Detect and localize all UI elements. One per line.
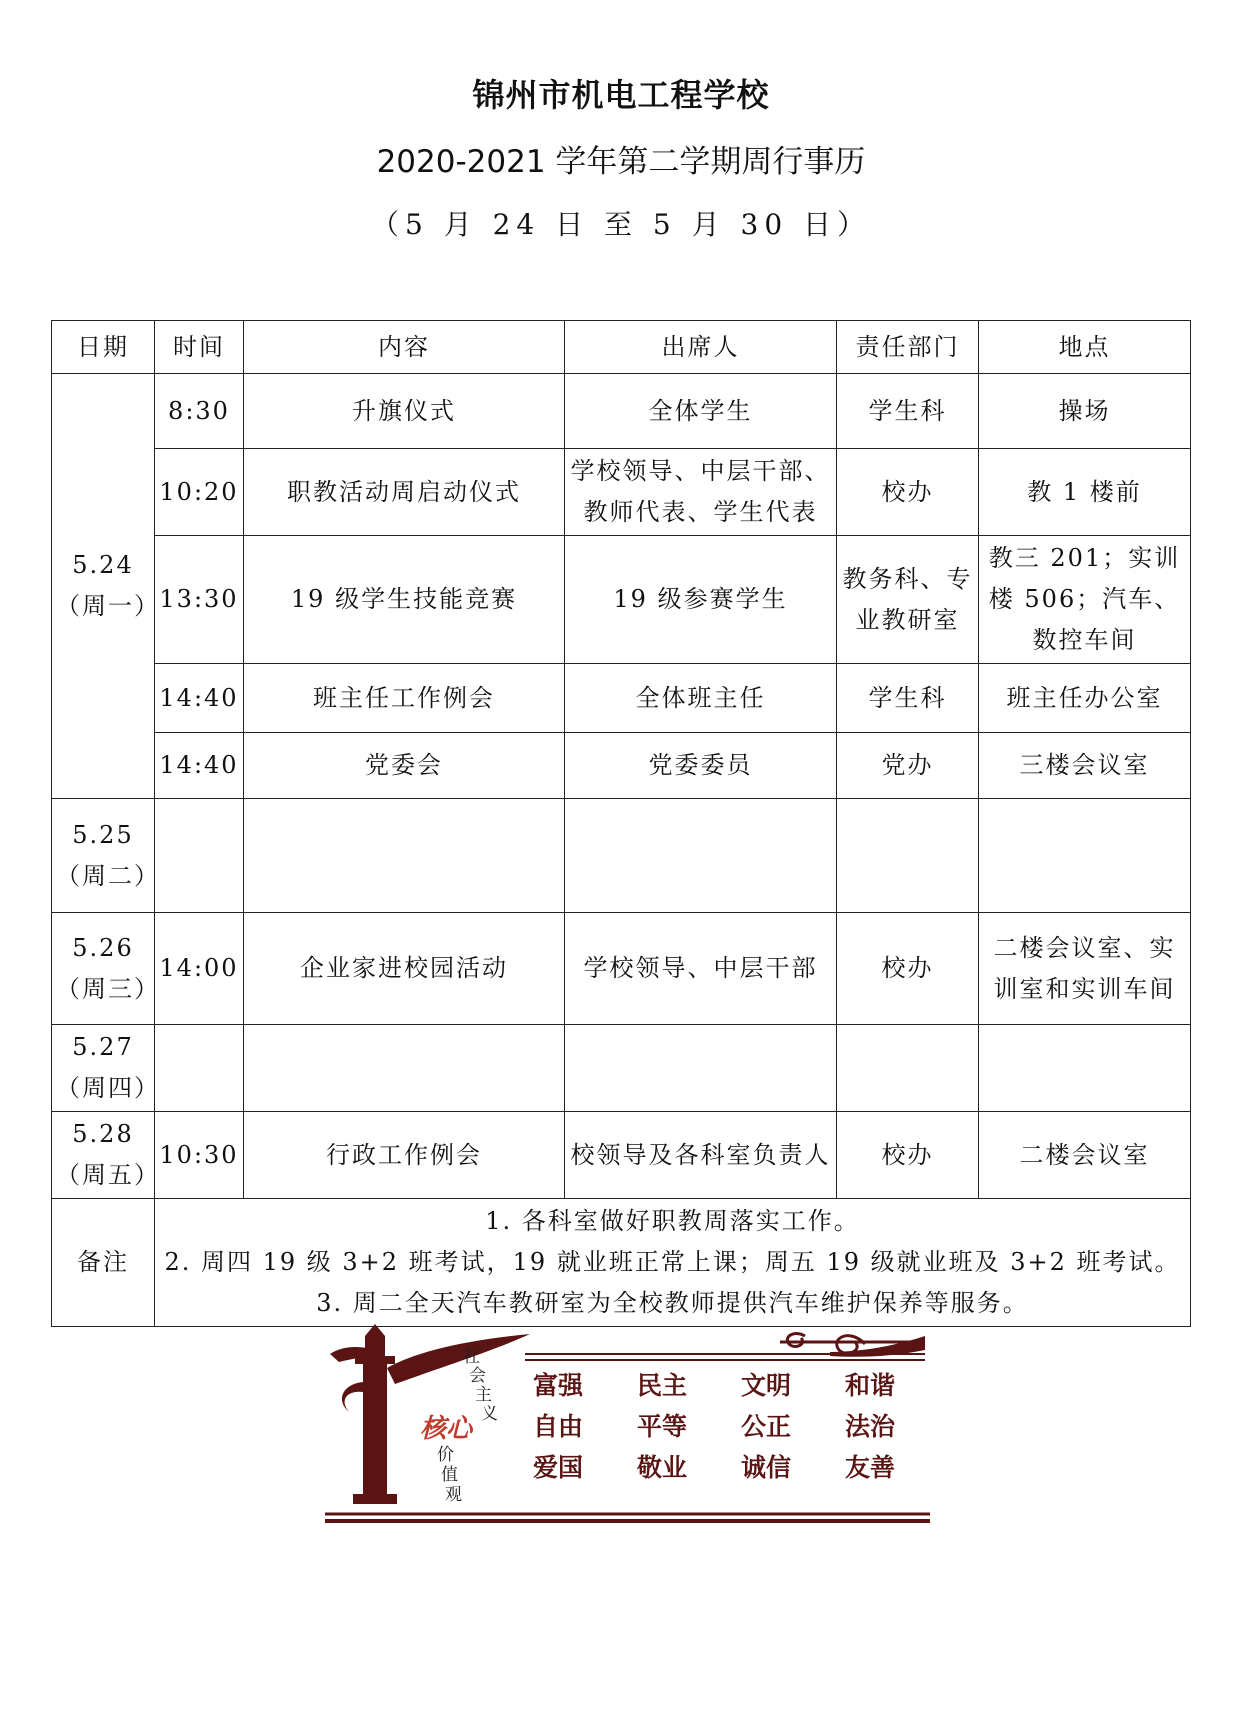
value-item: 和谐	[845, 1371, 896, 1400]
dept-cell: 教务科、专业教研室	[837, 536, 979, 664]
attendees-cell: 全体班主任	[565, 664, 837, 733]
weekday: （周一）	[56, 592, 160, 620]
date-cell	[52, 1112, 160, 1199]
time-cell: 13:30	[155, 536, 244, 664]
dept-cell: 校办	[837, 913, 979, 1025]
notes-cell	[155, 1199, 1191, 1327]
table-row	[52, 799, 1191, 913]
value-item: 平等	[637, 1412, 688, 1441]
date-cell	[52, 799, 160, 913]
content-cell: 升旗仪式	[244, 374, 565, 449]
notes-label: 备注	[52, 1199, 155, 1327]
date-value: 5.28	[72, 1120, 134, 1148]
note-item: 3. 周二全天汽车教研室为全校教师提供汽车维护保养等服务。	[316, 1289, 1029, 1317]
time-cell	[155, 1025, 244, 1112]
attendees-cell: 党委委员	[565, 733, 837, 799]
place-cell: 二楼会议室	[979, 1112, 1191, 1199]
date-cell	[52, 374, 160, 799]
value-item: 自由	[533, 1412, 584, 1441]
place-cell: 三楼会议室	[979, 733, 1191, 799]
value-item: 友善	[845, 1453, 896, 1482]
vertical-char: 社会主义	[463, 1347, 498, 1424]
table-row	[52, 913, 1191, 1025]
place-cell	[979, 1025, 1191, 1112]
value-item: 公正	[741, 1412, 792, 1441]
content-cell: 班主任工作例会	[244, 664, 565, 733]
attendees-cell: 19 级参赛学生	[565, 536, 837, 664]
place-cell: 二楼会议室、实训室和实训车间	[979, 913, 1191, 1025]
core-text: 核心	[420, 1414, 473, 1444]
time-cell: 14:00	[155, 913, 244, 1025]
attendees-cell: 学校领导、中层干部、教师代表、学生代表	[565, 449, 837, 536]
place-cell: 操场	[979, 374, 1191, 449]
time-cell: 14:40	[155, 664, 244, 733]
value-item: 爱国	[533, 1453, 584, 1482]
table-header-row	[52, 321, 1191, 374]
calendar-title: 2020-2021 学年第二学期周行事历	[376, 144, 866, 180]
dept-cell: 学生科	[837, 664, 979, 733]
dept-cell: 学生科	[837, 374, 979, 449]
content-cell	[244, 799, 565, 913]
date-value: 5.24	[72, 551, 134, 579]
date-value: 5.27	[72, 1033, 134, 1061]
school-name: 锦州市机电工程学校	[472, 76, 770, 114]
dept-cell	[837, 799, 979, 913]
dept-cell: 党办	[837, 733, 979, 799]
time-cell: 10:20	[155, 449, 244, 536]
weekday: （周二）	[56, 861, 160, 890]
table-row	[52, 536, 1191, 664]
header-date: 日期	[52, 321, 155, 374]
dept-cell: 校办	[837, 449, 979, 536]
table-row	[52, 733, 1191, 799]
weekday: （周四）	[56, 1074, 160, 1102]
value-item: 法治	[845, 1412, 896, 1441]
content-cell: 19 级学生技能竞赛	[244, 536, 565, 664]
value-item: 文明	[741, 1371, 792, 1400]
header-content: 内容	[244, 321, 565, 374]
attendees-cell: 学校领导、中层干部	[565, 913, 837, 1025]
table-row	[52, 449, 1191, 536]
header-time: 时间	[155, 321, 244, 374]
table-row	[52, 1112, 1191, 1199]
vertical-title	[463, 1347, 498, 1424]
table-row	[52, 1025, 1191, 1112]
place-cell: 教 1 楼前	[979, 449, 1191, 536]
value-item: 富强	[533, 1371, 584, 1400]
attendees-cell	[565, 799, 837, 913]
time-cell	[155, 799, 244, 913]
date-cell	[52, 913, 160, 1025]
date-range: （5 月 24 日 至 5 月 30 日）	[370, 208, 872, 241]
attendees-cell: 校领导及各科室负责人	[565, 1112, 837, 1199]
time-cell: 14:40	[155, 733, 244, 799]
attendees-cell: 全体学生	[565, 374, 837, 449]
date-value: 5.26	[72, 933, 134, 962]
attendees-cell	[565, 1025, 837, 1112]
content-cell: 职教活动周启动仪式	[244, 449, 565, 536]
place-cell: 班主任办公室	[979, 664, 1191, 733]
date-value: 5.25	[72, 820, 134, 849]
weekday: （周三）	[56, 974, 160, 1003]
bottom-border	[325, 1514, 930, 1521]
dept-cell	[837, 1025, 979, 1112]
fret-border	[525, 1354, 925, 1360]
content-cell	[244, 1025, 565, 1112]
time-cell: 8:30	[155, 374, 244, 449]
place-cell	[979, 799, 1191, 913]
week-calendar-table	[51, 320, 1191, 1327]
header-dept: 责任部门	[837, 321, 979, 374]
weekday: （周五）	[56, 1161, 160, 1189]
content-cell: 党委会	[244, 733, 565, 799]
date-cell	[52, 1025, 160, 1112]
value-item: 民主	[637, 1371, 688, 1400]
values-grid	[533, 1371, 896, 1482]
time-cell: 10:30	[155, 1112, 244, 1199]
value-item: 诚信	[741, 1453, 792, 1482]
values-label: 价值观	[437, 1445, 462, 1505]
notes-row	[52, 1199, 1191, 1327]
note-item: 2. 周四 19 级 3+2 班考试，19 就业班正常上课；周五 19 级就业班及 3+2 班考试。	[164, 1248, 1181, 1276]
content-cell: 行政工作例会	[244, 1112, 565, 1199]
content-cell: 企业家进校园活动	[244, 913, 565, 1025]
dept-cell: 校办	[837, 1112, 979, 1199]
core-values-banner	[325, 1322, 930, 1527]
table-row	[52, 374, 1191, 449]
header-place: 地点	[979, 321, 1191, 374]
header-attendees: 出席人	[565, 321, 837, 374]
place-cell: 教三 201；实训楼 506；汽车、数控车间	[979, 536, 1191, 664]
note-item: 1. 各科室做好职教周落实工作。	[485, 1207, 860, 1235]
table-row	[52, 664, 1191, 733]
value-item: 敬业	[637, 1453, 688, 1482]
